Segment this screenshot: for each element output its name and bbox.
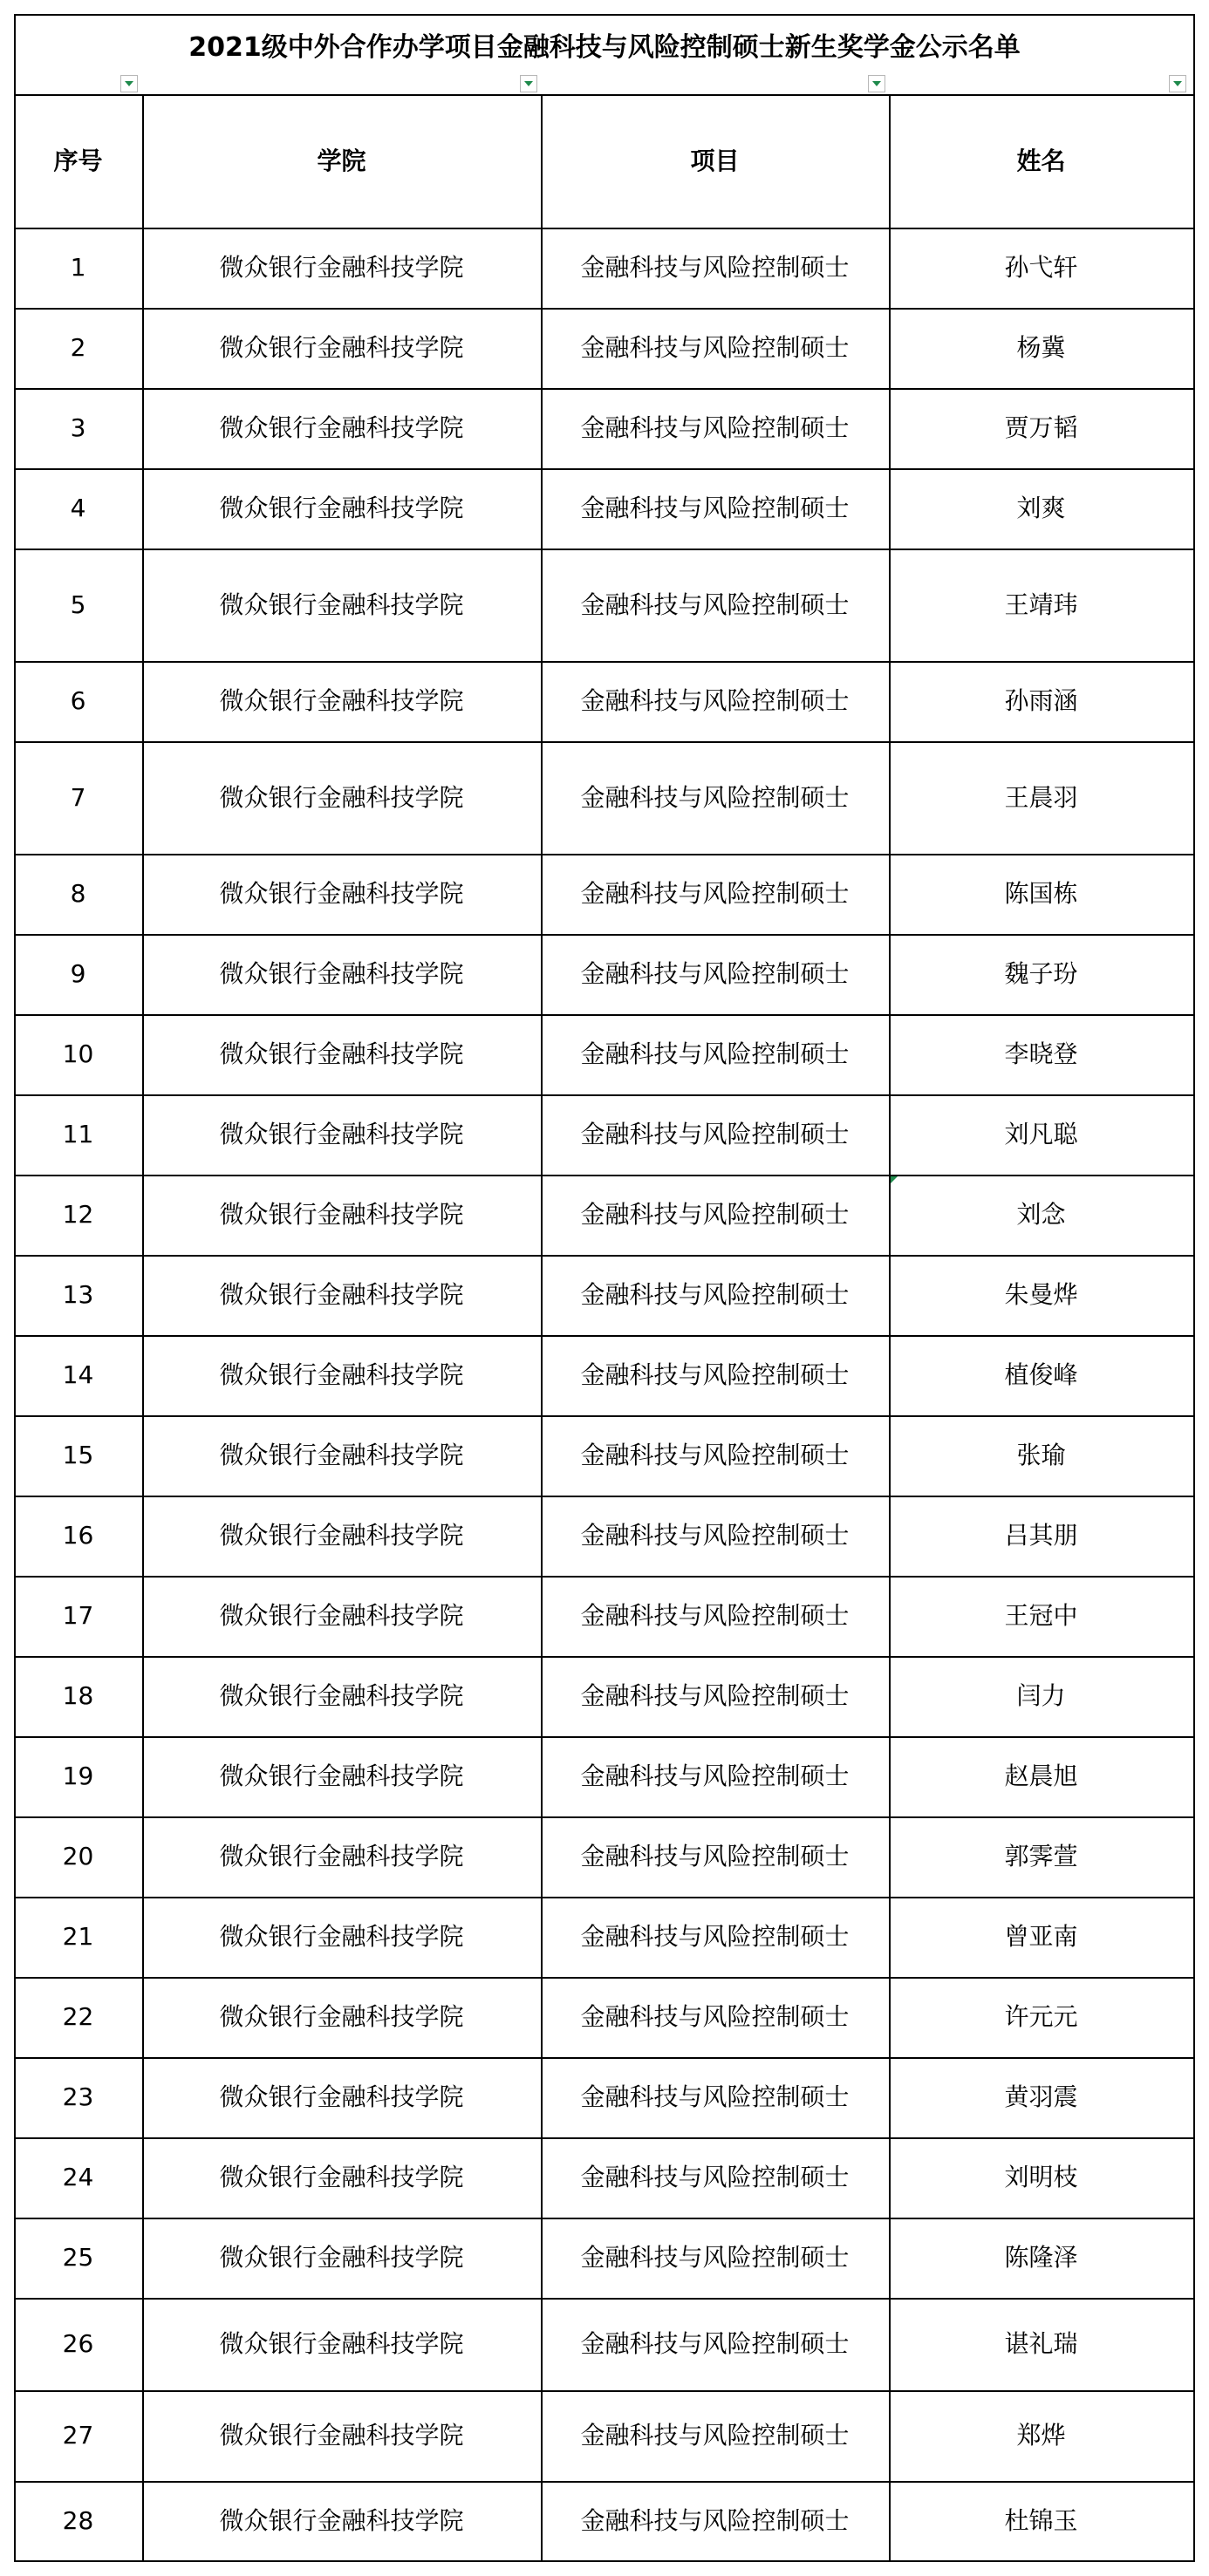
college-cell: 微众银行金融科技学院 [219, 959, 464, 988]
row-number-cell: 28 [62, 2505, 94, 2535]
filter-dropdown-icon[interactable] [868, 75, 885, 92]
program-cell: 金融科技与风险控制硕士 [580, 686, 850, 715]
student-name-cell: 李晓登 [1004, 1039, 1078, 1068]
college-cell: 微众银行金融科技学院 [219, 1842, 464, 1871]
program-cell: 金融科技与风险控制硕士 [580, 2505, 850, 2535]
row-number-cell: 19 [62, 1762, 94, 1790]
row-border [14, 14, 1195, 16]
program-cell: 金融科技与风险控制硕士 [580, 1762, 850, 1790]
row-number-cell: 13 [62, 1280, 94, 1309]
student-name-cell: 贾万韬 [1004, 413, 1078, 442]
college-cell: 微众银行金融科技学院 [219, 1601, 464, 1630]
student-name-cell: 郑烨 [1016, 2421, 1066, 2450]
program-cell: 金融科技与风险控制硕士 [580, 1200, 850, 1229]
row-number-cell: 6 [70, 686, 86, 715]
program-cell: 金融科技与风险控制硕士 [580, 494, 850, 522]
college-cell: 微众银行金融科技学院 [219, 1922, 464, 1951]
program-cell: 金融科技与风险控制硕士 [580, 1360, 850, 1389]
college-cell: 微众银行金融科技学院 [219, 2329, 464, 2358]
college-cell: 微众银行金融科技学院 [219, 1762, 464, 1790]
sheet-title: 2021级中外合作办学项目金融科技与风险控制硕士新生奖学金公示名单 [188, 32, 1021, 63]
program-cell: 金融科技与风险控制硕士 [580, 879, 850, 908]
row-border [14, 2560, 1195, 2562]
student-name-cell: 吕其朋 [1004, 1521, 1078, 1550]
college-cell: 微众银行金融科技学院 [219, 1360, 464, 1389]
student-name-cell: 王冠中 [1004, 1601, 1078, 1630]
row-number-cell: 11 [62, 1120, 94, 1148]
row-number-cell: 18 [62, 1681, 94, 1710]
college-cell: 微众银行金融科技学院 [219, 253, 464, 282]
student-name-cell: 朱曼烨 [1004, 1280, 1078, 1309]
row-number-cell: 10 [62, 1039, 94, 1068]
row-number-cell: 4 [70, 494, 86, 522]
college-cell: 微众银行金融科技学院 [219, 1039, 464, 1068]
student-name-cell: 刘明枝 [1004, 2163, 1078, 2191]
row-number-cell: 16 [62, 1521, 94, 1550]
student-name-cell: 曾亚南 [1004, 1922, 1078, 1951]
student-name-cell: 孙弋轩 [1004, 253, 1078, 282]
student-name-cell: 闫力 [1016, 1681, 1066, 1710]
program-cell: 金融科技与风险控制硕士 [580, 1681, 850, 1710]
row-number-cell: 22 [62, 2002, 94, 2031]
row-number-cell: 1 [70, 253, 86, 282]
header-no: 序号 [53, 146, 103, 175]
program-cell: 金融科技与风险控制硕士 [580, 1842, 850, 1871]
row-number-cell: 5 [70, 589, 86, 619]
college-cell: 微众银行金融科技学院 [219, 413, 464, 442]
college-cell: 微众银行金融科技学院 [219, 2421, 464, 2450]
row-number-cell: 2 [70, 333, 86, 362]
student-name-cell: 黄羽震 [1004, 2082, 1078, 2111]
program-cell: 金融科技与风险控制硕士 [580, 1280, 850, 1309]
student-name-cell: 杨冀 [1016, 333, 1066, 362]
college-cell: 微众银行金融科技学院 [219, 1521, 464, 1550]
row-number-cell: 24 [62, 2163, 94, 2191]
student-name-cell: 刘爽 [1016, 494, 1066, 522]
row-number-cell: 12 [62, 1200, 94, 1229]
row-number-cell: 14 [62, 1360, 94, 1389]
spreadsheet-table [14, 14, 1195, 2562]
row-number-cell: 20 [62, 1842, 94, 1871]
header-program: 项目 [690, 146, 740, 175]
column-border [1193, 14, 1195, 2562]
student-name-cell: 孙雨涵 [1004, 686, 1078, 715]
college-cell: 微众银行金融科技学院 [219, 2505, 464, 2535]
college-cell: 微众银行金融科技学院 [219, 2163, 464, 2191]
comment-indicator-icon [891, 1176, 898, 1183]
program-cell: 金融科技与风险控制硕士 [580, 2421, 850, 2450]
program-cell: 金融科技与风险控制硕士 [580, 333, 850, 362]
student-name-cell: 刘念 [1016, 1200, 1066, 1229]
college-cell: 微众银行金融科技学院 [219, 1120, 464, 1148]
program-cell: 金融科技与风险控制硕士 [580, 589, 850, 619]
student-name-cell: 魏子玢 [1004, 959, 1078, 988]
row-number-cell: 26 [62, 2329, 94, 2358]
student-name-cell: 植俊峰 [1004, 1360, 1078, 1389]
header-name: 姓名 [1016, 146, 1066, 175]
student-name-cell: 赵晨旭 [1004, 1762, 1078, 1790]
college-cell: 微众银行金融科技学院 [219, 1441, 464, 1469]
program-cell: 金融科技与风险控制硕士 [580, 1039, 850, 1068]
row-number-cell: 25 [62, 2243, 94, 2272]
college-cell: 微众银行金融科技学院 [219, 1200, 464, 1229]
student-name-cell: 谌礼瑞 [1004, 2329, 1078, 2358]
program-cell: 金融科技与风险控制硕士 [580, 1441, 850, 1469]
student-name-cell: 郭霁萱 [1004, 1842, 1078, 1871]
program-cell: 金融科技与风险控制硕士 [580, 2002, 850, 2031]
program-cell: 金融科技与风险控制硕士 [580, 2163, 850, 2191]
filter-dropdown-icon[interactable] [520, 75, 537, 92]
college-cell: 微众银行金融科技学院 [219, 589, 464, 619]
student-name-cell: 刘凡聪 [1004, 1120, 1078, 1148]
program-cell: 金融科技与风险控制硕士 [580, 1521, 850, 1550]
program-cell: 金融科技与风险控制硕士 [580, 253, 850, 282]
program-cell: 金融科技与风险控制硕士 [580, 2329, 850, 2358]
student-name-cell: 王靖玮 [1004, 589, 1078, 619]
student-name-cell: 许元元 [1004, 2002, 1078, 2031]
program-cell: 金融科技与风险控制硕士 [580, 959, 850, 988]
college-cell: 微众银行金融科技学院 [219, 686, 464, 715]
college-cell: 微众银行金融科技学院 [219, 1280, 464, 1309]
row-number-cell: 8 [70, 879, 86, 908]
program-cell: 金融科技与风险控制硕士 [580, 2082, 850, 2111]
row-number-cell: 3 [70, 413, 86, 442]
row-number-cell: 21 [62, 1922, 94, 1951]
header-college: 学院 [317, 146, 366, 175]
row-number-cell: 23 [62, 2082, 94, 2111]
program-cell: 金融科技与风险控制硕士 [580, 2243, 850, 2272]
row-number-cell: 9 [70, 959, 86, 988]
student-name-cell: 王晨羽 [1004, 782, 1078, 812]
row-number-cell: 15 [62, 1441, 94, 1469]
student-name-cell: 张瑜 [1016, 1441, 1066, 1469]
college-cell: 微众银行金融科技学院 [219, 2243, 464, 2272]
college-cell: 微众银行金融科技学院 [219, 333, 464, 362]
student-name-cell: 陈隆泽 [1004, 2243, 1078, 2272]
college-cell: 微众银行金融科技学院 [219, 782, 464, 812]
college-cell: 微众银行金融科技学院 [219, 879, 464, 908]
program-cell: 金融科技与风险控制硕士 [580, 1922, 850, 1951]
filter-dropdown-icon[interactable] [1169, 75, 1186, 92]
college-cell: 微众银行金融科技学院 [219, 2002, 464, 2031]
filter-dropdown-icon[interactable] [120, 75, 138, 92]
program-cell: 金融科技与风险控制硕士 [580, 1120, 850, 1148]
row-number-cell: 17 [62, 1601, 94, 1630]
college-cell: 微众银行金融科技学院 [219, 1681, 464, 1710]
program-cell: 金融科技与风险控制硕士 [580, 1601, 850, 1630]
student-name-cell: 陈国栋 [1004, 879, 1078, 908]
college-cell: 微众银行金融科技学院 [219, 494, 464, 522]
program-cell: 金融科技与风险控制硕士 [580, 413, 850, 442]
program-cell: 金融科技与风险控制硕士 [580, 782, 850, 812]
college-cell: 微众银行金融科技学院 [219, 2082, 464, 2111]
row-number-cell: 27 [62, 2421, 94, 2450]
student-name-cell: 杜锦玉 [1004, 2505, 1078, 2535]
row-number-cell: 7 [70, 782, 86, 812]
